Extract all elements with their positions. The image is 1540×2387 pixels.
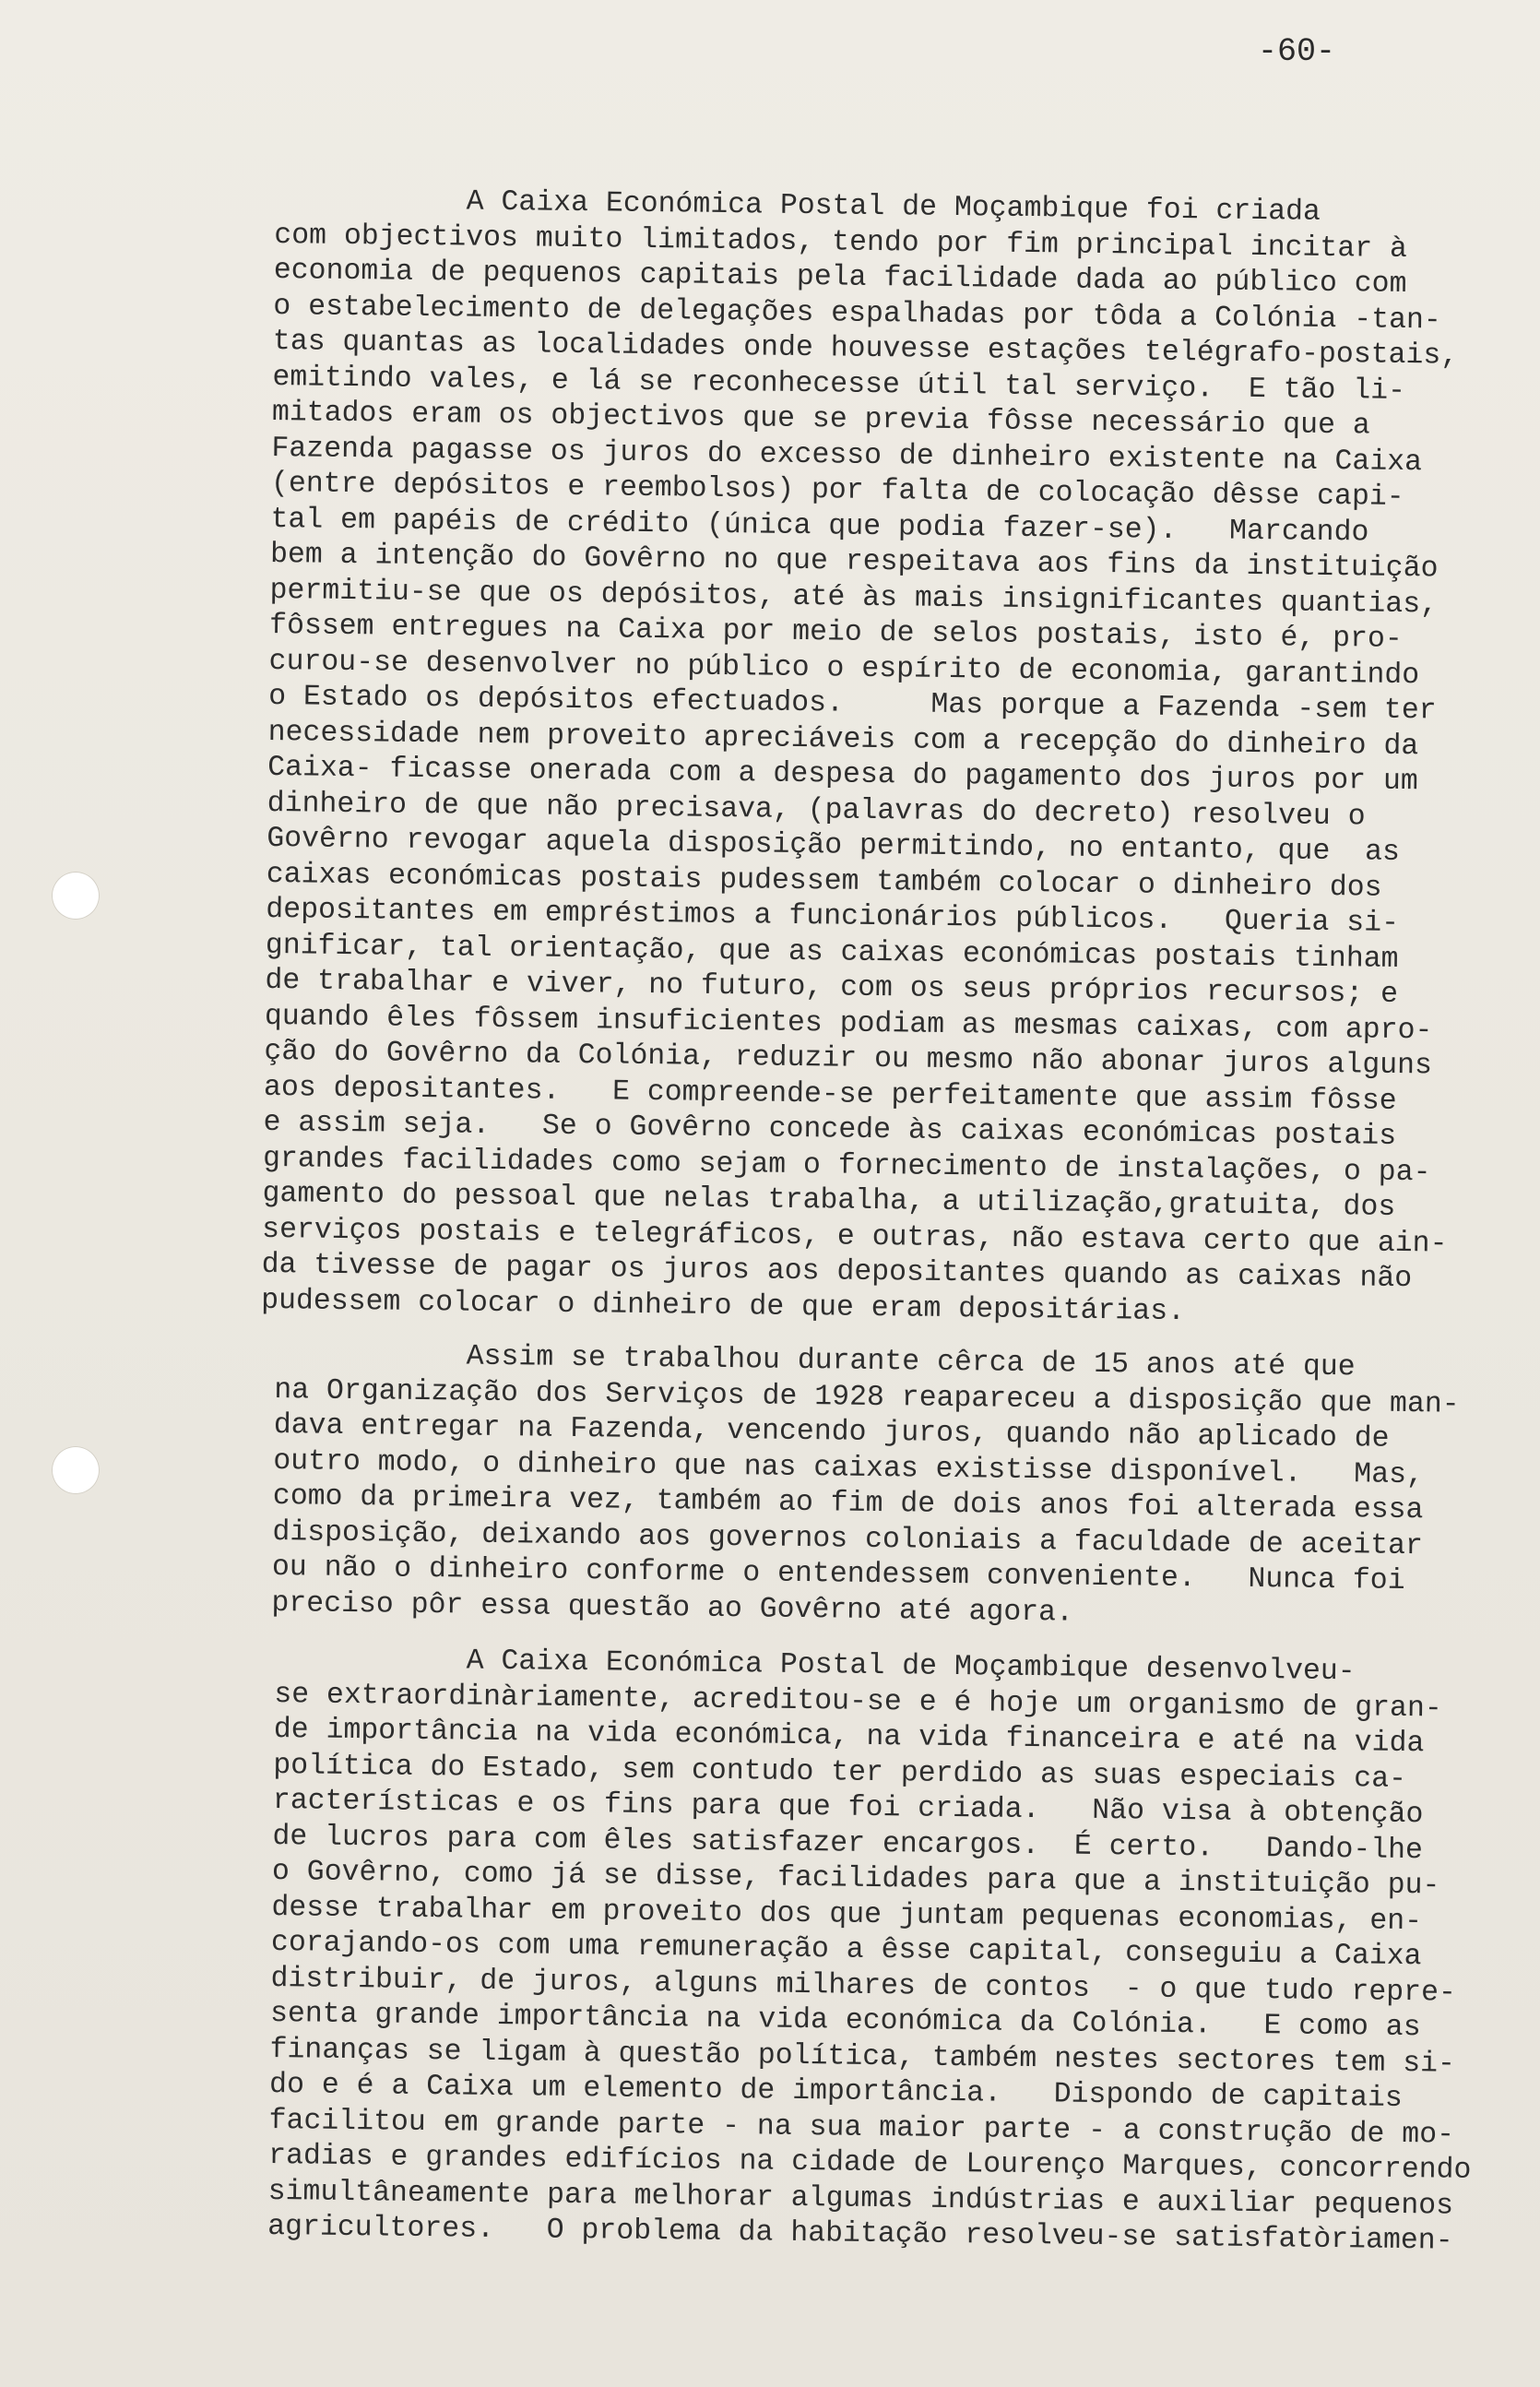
text-line: Fazenda pagasse os juros do excesso de dinheiro existente na Caixa: [271, 432, 1423, 479]
text-line: desse trabalhar em proveito dos que juntam pequenas economias, en-: [271, 1891, 1423, 1938]
text-line: Assim se trabalhou durante cêrca de 15 anos até que: [274, 1337, 1356, 1384]
text-line: curou-se desenvolver no público o espírito de economia, garantindo: [268, 645, 1420, 692]
text-line: necessidade nem proveito apreciáveis com a recepção do dinheiro da: [267, 716, 1419, 763]
text-line: dava entregar na Fazenda, vencendo juros, quando não aplicado de: [273, 1408, 1390, 1455]
text-line: caixas económicas postais pudessem também colocar o dinheiro dos: [266, 858, 1382, 905]
text-line: e assim seja. Se o Govêrno concede às caixas económicas postais: [263, 1106, 1397, 1153]
text-line: se extraordinàriamente, acreditou-se e é hoje um organismo de gran-: [274, 1678, 1442, 1725]
text-line: ou não o dinheiro conforme o entendessem conveniente. Nunca foi: [271, 1550, 1405, 1597]
text-line: como da primeira vez, também ao fim de dois anos foi alterada essa: [272, 1479, 1424, 1527]
text-line: pudessem colocar o dinheiro de que eram depositárias.: [260, 1284, 1186, 1328]
text-line: de trabalhar e viver, no futuro, com os seus próprios recursos; e: [265, 964, 1399, 1011]
text-line: aos depositantes. E compreende-se perfeitamente que assim fôsse: [263, 1071, 1397, 1118]
text-line: A Caixa Económica Postal de Moçambique desenvolveu-: [274, 1642, 1356, 1689]
text-line: A Caixa Económica Postal de Moçambique foi criada: [274, 183, 1321, 229]
text-line: Govêrno revogar aquela disposição permitindo, no entanto, que as: [267, 822, 1401, 869]
text-line: tas quantas as localidades onde houvesse estações telégrafo-postais,: [272, 325, 1459, 373]
text-line: tal em papéis de crédito (única que podia fazer-se). Marcando: [270, 503, 1369, 550]
text-line: distribuir, de juros, alguns milhares de contos - o que tudo repre-: [270, 1962, 1457, 2010]
text-line: de lucros para com êles satisfazer encargos. É certo. Dando-lhe: [272, 1820, 1424, 1867]
text-line: dinheiro de que não precisava, (palavras do decreto) resolveu o: [267, 787, 1366, 833]
text-line: com objectivos muito limitados, tendo por fim principal incitar à: [274, 219, 1408, 266]
paragraph-1928-reorganization: [271, 1337, 1520, 1636]
text-line: corajando-os com uma remuneração a êsse capital, conseguiu a Caixa: [270, 1926, 1422, 1974]
text-line: emitindo vales, e lá se reconhecesse útil tal serviço. E tão li-: [272, 361, 1406, 408]
page-number: -60-: [1258, 33, 1336, 70]
text-line: finanças se ligam à questão política, também nestes sectores tem si-: [269, 2033, 1456, 2081]
text-line: preciso pôr essa questão ao Govêrno até agora.: [271, 1586, 1074, 1630]
text-line: bem a intenção do Govêrno no que respeitava aos fins da instituição: [269, 538, 1439, 586]
paragraph-caixa-origins: [261, 183, 1520, 1334]
text-line: outro modo, o dinheiro que nas caixas existisse disponível. Mas,: [273, 1444, 1425, 1491]
text-line: economia de pequenos capitais pela facilidade dada ao público com: [273, 254, 1407, 302]
text-line: do e é a Caixa um elemento de importância. Dispondo de capitais: [268, 2068, 1403, 2115]
text-line: gamento do pessoal que nelas trabalha, a utilização,gratuita, dos: [262, 1177, 1396, 1224]
text-line: de importância na vida económica, na vida financeira e até na vida: [273, 1713, 1425, 1761]
text-line: na Organização dos Serviços de 1928 reapareceu a disposição que man-: [274, 1373, 1460, 1421]
text-line: fôssem entregues na Caixa por meio de selos postais, isto é, pro-: [268, 609, 1403, 656]
text-line: quando êles fôssem insuficientes podiam as mesmas caixas, com apro-: [264, 1000, 1433, 1047]
text-line: o estabelecimento de delegações espalhadas por tôda a Colónia -tan-: [273, 290, 1441, 337]
text-line: política do Estado, sem contudo ter perdido as suas especiais ca-: [273, 1749, 1407, 1796]
paragraph-caixa-development: [267, 1642, 1520, 2261]
text-line: Caixa- ficasse onerada com a despesa do pagamento dos juros por um: [267, 751, 1418, 799]
text-line: depositantes em empréstimos a funcionários públicos. Queria si-: [266, 893, 1400, 940]
punch-hole-top: [52, 872, 100, 920]
text-line: agricultores. O problema da habitação resolveu-se satisfatòriamen-: [267, 2210, 1453, 2258]
text-line: permitiu-se que os depósitos, até às mais insignificantes quantias,: [269, 574, 1439, 621]
text-line: o Govêrno, como já se disse, facilidades para que a instituição pu-: [271, 1855, 1440, 1903]
text-line: simultâneamente para melhorar algumas indústrias e auxiliar pequenos: [267, 2175, 1454, 2223]
text-line: disposição, deixando aos governos coloniais a faculdade de aceitar: [272, 1515, 1424, 1562]
text-line: o Estado os depósitos efectuados. Mas porque a Fazenda -sem ter: [267, 680, 1437, 728]
text-line: da tivesse de pagar os juros aos depositantes quando as caixas não: [261, 1248, 1413, 1296]
text-line: senta grande importância na vida económica da Colónia. E como as: [269, 1997, 1421, 2045]
text-line: facilitou em grande parte - na sua maior parte - a construção de mo-: [268, 2104, 1455, 2152]
text-line: (entre depósitos e reembolsos) por falta de colocação dêsse capi-: [270, 467, 1404, 514]
text-line: ção do Govêrno da Colónia, reduzir ou mesmo não abonar juros alguns: [264, 1035, 1433, 1083]
text-line: mitados eram os objectivos que se previa fôsse necessário que a: [271, 396, 1370, 443]
text-line: grandes facilidades como sejam o fornecimento de instalações, o pa-: [262, 1142, 1431, 1189]
text-line: gnificar, tal orientação, que as caixas económicas postais tinham: [265, 929, 1399, 976]
text-line: racterísticas e os fins para que foi criada. Não visa à obtenção: [272, 1784, 1424, 1832]
text-line: serviços postais e telegráficos, e outras, não estava certo que ain-: [261, 1213, 1448, 1261]
punch-hole-bottom: [52, 1446, 100, 1494]
text-line: radias e grandes edifícios na cidade de Lourenço Marques, concorrendo: [267, 2139, 1472, 2187]
